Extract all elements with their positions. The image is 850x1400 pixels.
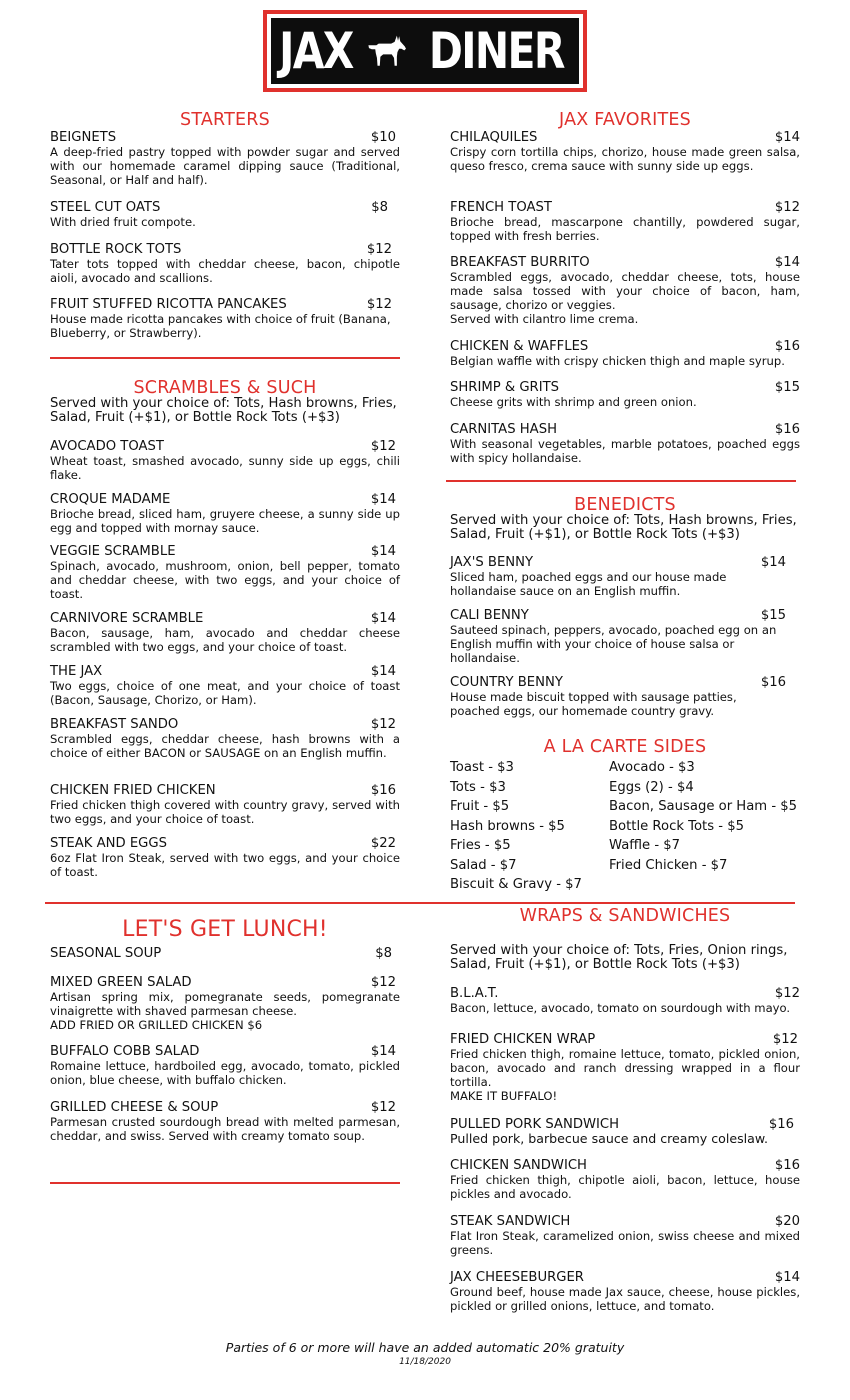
item-name: BEIGNETS <box>50 130 117 145</box>
side-item: Hash browns - $5 <box>450 818 565 834</box>
item-description: With seasonal vegetables, marble potatoes, poached eggs with spicy hollandaise. <box>450 437 800 465</box>
item-price: $12 <box>370 1100 396 1115</box>
benedicts-note <box>450 514 800 542</box>
item-price: $15 <box>760 608 786 623</box>
item-description: Bacon, sausage, ham, avocado and cheddar cheese scrambled with two eggs, and your choice of toast. <box>50 626 400 654</box>
item-name: SEASONAL SOUP <box>50 946 162 961</box>
item-price: $12 <box>772 1032 798 1047</box>
item-name: COUNTRY BENNY <box>450 675 563 690</box>
item-price: $16 <box>774 422 800 437</box>
item-price: $22 <box>370 836 396 851</box>
item-description: Sliced ham, poached eggs and our house made hollandaise sauce on an English muffin. <box>450 570 727 598</box>
item-description: House made biscuit topped with sausage patties, poached eggs, our homemade country gravy. <box>450 690 737 718</box>
item-description: Belgian waffle with crispy chicken thigh and maple syrup. <box>450 354 785 368</box>
item-description: Sauteed spinach, peppers, avocado, poached egg on an English muffin with your choice of house salsa or hollandaise. <box>450 623 777 665</box>
item-description: Fried chicken thigh, romaine lettuce, tomato, pickled onion, bacon, avocado and ranch dressing wrapped in a flour tortilla. <box>450 1047 800 1089</box>
item-description: Bacon, lettuce, avocado, tomato on sourdough with mayo. <box>450 1001 791 1015</box>
sides-right-column <box>609 758 797 875</box>
logo <box>263 10 587 92</box>
item-name: B.L.A.T. <box>450 986 499 1001</box>
section-title-starters: STARTERS <box>180 110 270 130</box>
menu-item <box>50 975 400 1032</box>
item-name: FRUIT STUFFED RICOTTA PANCAKES <box>50 297 287 312</box>
item-description: Tater tots topped with cheddar cheese, bacon, chipotle aioli, avocado and scallions. <box>50 257 400 285</box>
menu-item <box>450 675 800 718</box>
side-item: Fruit - $5 <box>450 799 510 814</box>
menu-item <box>50 297 400 340</box>
item-extra: MAKE IT BUFFALO! <box>450 1089 558 1103</box>
side-item: Waffle - $7 <box>609 838 681 853</box>
menu-item <box>50 836 400 879</box>
item-price: $10 <box>370 130 396 145</box>
item-description: Brioche bread, mascarpone chantilly, powdered sugar, topped with fresh berries. <box>450 215 800 243</box>
menu-item <box>50 130 400 187</box>
item-name: PULLED PORK SANDWICH <box>450 1117 620 1132</box>
menu-item <box>450 339 800 368</box>
item-description: Fried chicken thigh covered with country gravy, served with two eggs, and your choice of toast. <box>50 798 400 826</box>
item-price: $16 <box>768 1117 794 1132</box>
item-price: $20 <box>774 1214 800 1229</box>
logo-left-word: JAX <box>279 22 353 80</box>
item-name: STEAK AND EGGS <box>50 836 167 851</box>
item-name: CHICKEN SANDWICH <box>450 1158 587 1173</box>
section-note: Served with your choice of: Tots, Fries, Onion rings, Salad, Fruit (+$1), or Bottle Rock Tots (+$3) <box>450 943 788 972</box>
item-price: $16 <box>760 675 786 690</box>
item-name: CHICKEN & WAFFLES <box>450 339 589 354</box>
scrambles-note <box>50 397 400 425</box>
donkey-icon <box>365 22 411 80</box>
item-name: BREAKFAST BURRITO <box>450 255 590 270</box>
item-name: MIXED GREEN SALAD <box>50 975 192 990</box>
side-item: Toast - $3 <box>450 760 514 775</box>
item-price: $14 <box>774 255 800 270</box>
menu-item <box>450 422 800 465</box>
item-description: Spinach, avocado, mushroom, onion, bell pepper, tomato and cheddar cheese, with two eggs, and your choice of toast. <box>50 559 400 601</box>
item-price: $16 <box>370 783 396 798</box>
item-price: $12 <box>370 975 396 990</box>
item-description: Wheat toast, smashed avocado, sunny side up eggs, chili flake. <box>50 454 400 482</box>
item-name: BOTTLE ROCK TOTS <box>50 242 182 257</box>
menu-item <box>450 608 800 665</box>
item-price: $12 <box>774 200 800 215</box>
section-divider <box>446 480 796 482</box>
lunch-section <box>50 917 400 943</box>
item-description: Crispy corn tortilla chips, chorizo, house made green salsa, queso fresco, crema sauce with sunny side up eggs. <box>450 145 800 173</box>
section-divider <box>50 357 400 359</box>
menu-item <box>50 946 400 961</box>
item-description: Cheese grits with shrimp and green onion. <box>450 395 697 409</box>
item-name: CHICKEN FRIED CHICKEN <box>50 783 216 798</box>
item-description: With dried fruit compote. <box>50 215 196 229</box>
item-price: $12 <box>366 242 392 257</box>
menu-item <box>50 783 400 826</box>
item-name: CARNITAS HASH <box>450 422 557 437</box>
item-name: CARNIVORE SCRAMBLE <box>50 611 204 626</box>
wraps-section <box>450 906 800 926</box>
section-title-favorites: JAX FAVORITES <box>559 110 691 130</box>
logo-right-word: DINER <box>429 22 565 80</box>
menu-item <box>50 200 400 229</box>
item-description: Flat Iron Steak, caramelized onion, swiss cheese and mixed greens. <box>450 1229 800 1257</box>
section-title-sides: A LA CARTE SIDES <box>543 737 707 757</box>
side-item: Fries - $5 <box>450 838 511 853</box>
item-price: $14 <box>774 130 800 145</box>
item-name: AVOCADO TOAST <box>50 439 164 454</box>
side-item: Eggs (2) - $4 <box>609 779 694 795</box>
item-name: JAX'S BENNY <box>450 555 534 570</box>
section-title-wraps: WRAPS & SANDWICHES <box>519 906 731 926</box>
menu-item <box>50 717 400 760</box>
wraps-note <box>450 944 800 972</box>
item-description: Scrambled eggs, avocado, cheddar cheese, tots, house made salsa tossed with your choice of bacon, ham, sausage, chorizo or veggies. <box>450 270 800 312</box>
menu-item <box>50 611 400 654</box>
sides-left-column <box>450 758 582 895</box>
item-extra: ADD FRIED OR GRILLED CHICKEN $6 <box>50 1018 263 1032</box>
section-title-benedicts: BENEDICTS <box>574 495 676 515</box>
menu-item <box>450 200 800 243</box>
item-description: House made ricotta pancakes with choice of fruit (Banana, Blueberry, or Strawberry). <box>50 312 391 340</box>
side-item: Salad - $7 <box>450 857 517 873</box>
item-name: CALI BENNY <box>450 608 529 623</box>
item-description: Artisan spring mix, pomegranate seeds, pomegranate vinaigrette with shaved parmesan cheese. <box>50 990 400 1018</box>
item-description: 6oz Flat Iron Steak, served with two eggs, and your choice of toast. <box>50 851 400 879</box>
menu-item <box>450 1270 800 1313</box>
item-name: FRENCH TOAST <box>450 200 552 215</box>
item-price: $14 <box>370 611 396 626</box>
item-price: $12 <box>370 439 396 454</box>
item-price: $14 <box>370 492 396 507</box>
favorites-section <box>450 110 800 130</box>
menu-item <box>450 986 800 1015</box>
menu-item <box>450 255 800 326</box>
menu-item <box>50 492 400 535</box>
item-extra: Served with cilantro lime crema. <box>450 312 639 326</box>
section-note: Served with your choice of: Tots, Hash browns, Fries, Salad, Fruit (+$1), or Bottle Rock Tots (+$3) <box>50 396 397 425</box>
item-price: $12 <box>370 717 396 732</box>
item-price: $12 <box>774 986 800 1001</box>
item-name: FRIED CHICKEN WRAP <box>450 1032 596 1047</box>
item-price: $16 <box>774 1158 800 1173</box>
section-title-scrambles: SCRAMBLES & SUCH <box>133 378 317 398</box>
item-name: SHRIMP & GRITS <box>450 380 560 395</box>
item-description: Scrambled eggs, cheddar cheese, hash browns with a choice of either BACON or SAUSAGE on an English muffin. <box>50 732 400 760</box>
side-item: Bottle Rock Tots - $5 <box>609 818 744 834</box>
item-name: CHILAQUILES <box>450 130 538 145</box>
item-price: $8 <box>375 946 392 961</box>
item-price: $14 <box>774 1270 800 1285</box>
item-name: BREAKFAST SANDO <box>50 717 179 732</box>
sides-section <box>450 737 800 757</box>
gratuity-note: Parties of 6 or more will have an added automatic 20% gratuity <box>225 1340 625 1355</box>
item-description: Pulled pork, barbecue sauce and creamy coleslaw. <box>450 1131 769 1146</box>
section-note: Served with your choice of: Tots, Hash browns, Fries, Salad, Fruit (+$1), or Bottle Rock Tots (+$3) <box>450 513 797 542</box>
benedicts-section <box>450 495 800 515</box>
section-title-lunch: LET'S GET LUNCH! <box>122 917 328 942</box>
menu-item <box>450 380 800 409</box>
item-description: Brioche bread, sliced ham, gruyere cheese, a sunny side up egg and topped with mornay sauce. <box>50 507 400 535</box>
item-name: BUFFALO COBB SALAD <box>50 1044 200 1059</box>
menu-item <box>450 130 800 173</box>
item-description: Ground beef, house made Jax sauce, cheese, house pickles, pickled or grilled onions, lettuce, and tomato. <box>450 1285 800 1313</box>
menu-item <box>450 1032 800 1103</box>
logo-inner <box>271 18 579 84</box>
item-name: JAX CHEESEBURGER <box>450 1270 584 1285</box>
item-name: VEGGIE SCRAMBLE <box>50 544 176 559</box>
item-name: GRILLED CHEESE & SOUP <box>50 1100 219 1115</box>
item-price: $14 <box>370 544 396 559</box>
menu-item <box>450 555 800 598</box>
item-price: $14 <box>760 555 786 570</box>
side-item: Fried Chicken - $7 <box>609 857 728 873</box>
menu-item <box>450 1117 800 1146</box>
item-description: Romaine lettuce, hardboiled egg, avocado, tomato, pickled onion, blue cheese, with buffalo chicken. <box>50 1059 400 1087</box>
side-item: Biscuit & Gravy - $7 <box>450 877 582 892</box>
side-item: Tots - $3 <box>450 779 506 795</box>
item-price: $8 <box>371 200 388 215</box>
item-description: Parmesan crusted sourdough bread with melted parmesan, cheddar, and swiss. Served with creamy tomato soup. <box>50 1115 400 1143</box>
page-divider <box>45 902 795 904</box>
item-name: STEEL CUT OATS <box>50 200 161 215</box>
menu-item <box>450 1214 800 1257</box>
item-description: A deep-fried pastry topped with powder sugar and served with our homemade caramel dipping sauce (Traditional, Seasonal, or Half and half). <box>50 145 400 187</box>
item-price: $12 <box>366 297 392 312</box>
menu-item <box>50 439 400 482</box>
menu-item <box>450 1158 800 1201</box>
item-price: $16 <box>774 339 800 354</box>
section-divider <box>50 1182 400 1184</box>
item-price: $14 <box>370 664 396 679</box>
item-description: Two eggs, choice of one meat, and your choice of toast (Bacon, Sausage, Chorizo, or Ham). <box>50 679 400 707</box>
item-name: THE JAX <box>50 664 103 679</box>
menu-item <box>50 1044 400 1087</box>
scrambles-section <box>50 378 400 398</box>
side-item: Avocado - $3 <box>609 760 695 775</box>
item-price: $15 <box>774 380 800 395</box>
menu-item <box>50 544 400 601</box>
starters-section <box>50 110 400 130</box>
menu-date: 11/18/2020 <box>399 1357 451 1367</box>
item-name: CROQUE MADAME <box>50 492 171 507</box>
menu-item <box>50 242 400 285</box>
side-item: Bacon, Sausage or Ham - $5 <box>609 799 798 814</box>
menu-item <box>50 664 400 707</box>
menu-item <box>50 1100 400 1143</box>
item-name: STEAK SANDWICH <box>450 1214 571 1229</box>
item-price: $14 <box>370 1044 396 1059</box>
item-description: Fried chicken thigh, chipotle aioli, bacon, lettuce, house pickles and avocado. <box>450 1173 800 1201</box>
